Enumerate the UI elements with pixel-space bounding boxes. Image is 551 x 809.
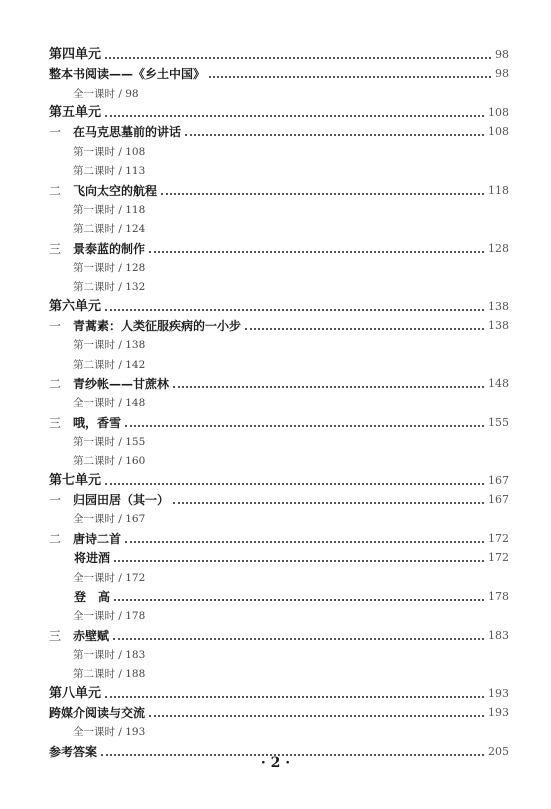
toc-section-row (49, 63, 509, 83)
lesson-page-number: 118 (125, 203, 146, 216)
lesson-title-text: 第二课时 (73, 358, 115, 371)
entry-title-text: 跨媒介阅读与交流 (49, 705, 146, 720)
section-number: 一 (49, 493, 62, 508)
section-title-text: 归园田居（其一） (73, 493, 170, 508)
section-number: 三 (49, 628, 62, 643)
entry-title-text: 第五单元 (49, 105, 102, 121)
dot-leader (149, 251, 484, 253)
toc-lesson-row (73, 83, 373, 103)
lesson-separator: / (115, 513, 126, 526)
toc-section-title (49, 375, 169, 393)
lesson-page-number: 98 (125, 87, 139, 100)
section-title-text: 在马克思墓前的讲话 (73, 125, 182, 140)
toc-unit-row (49, 683, 509, 703)
toc-section-row (49, 528, 509, 548)
lesson-page-number: 142 (125, 358, 146, 371)
page-number: 183 (488, 628, 509, 642)
lesson-separator: / (115, 726, 126, 739)
lesson-page-number: 124 (125, 223, 146, 236)
section-title-text: 青纱帐——甘蔗林 (73, 377, 170, 391)
lesson-separator: / (115, 165, 126, 178)
toc-section-row (49, 315, 509, 335)
toc-lesson-row (73, 721, 373, 741)
lesson-title-text: 第一课时 (73, 145, 115, 158)
page-number: 148 (488, 377, 509, 390)
toc-unit-title (49, 472, 101, 490)
toc-lesson-row (73, 354, 373, 374)
page-number: 155 (488, 415, 509, 429)
section-title-text: 唐诗二首 (73, 531, 122, 546)
lesson-page-number: 113 (125, 165, 146, 178)
lesson-separator: / (115, 203, 126, 216)
lesson-separator: / (115, 339, 126, 352)
lesson-title-text: 第一课时 (73, 203, 115, 216)
toc-lesson-title (73, 356, 145, 374)
lesson-page-number: 160 (125, 455, 146, 468)
page-number: · 2 · (260, 755, 291, 771)
toc-lesson-row (73, 257, 373, 277)
lesson-title-text: 全一课时 (73, 610, 115, 623)
dot-leader (173, 502, 484, 504)
lesson-title-text: 第一课时 (73, 339, 115, 352)
toc-section-title (49, 627, 109, 645)
page-number: 138 (488, 299, 509, 313)
lesson-title-text: 第一课时 (73, 261, 115, 274)
toc-lesson-title (73, 278, 145, 296)
toc-section-row (49, 412, 509, 432)
toc-lesson-row (73, 508, 373, 528)
page-number: 193 (488, 686, 509, 700)
toc-lesson-title (73, 162, 145, 180)
dot-leader (185, 134, 484, 136)
lesson-separator: / (115, 571, 126, 584)
section-title-text: 景泰蓝的制作 (73, 241, 146, 256)
section-number: 二 (49, 183, 62, 198)
toc-lesson-row (73, 392, 373, 412)
lesson-page-number: 188 (125, 668, 146, 681)
toc-lesson-title (73, 220, 145, 238)
toc-section-title (49, 530, 121, 548)
lesson-page-number: 172 (125, 571, 146, 584)
toc-lesson-row (73, 334, 373, 354)
entry-title-text: 参考答案 (49, 744, 98, 759)
toc-lesson-title (73, 646, 145, 664)
lesson-page-number: 138 (125, 339, 146, 352)
section-number: 一 (49, 318, 62, 333)
toc-lesson-row (73, 644, 373, 664)
section-title-text: 青蒿素：人类征服疾病的一小步 (73, 318, 242, 333)
lesson-separator: / (115, 145, 126, 158)
section-title-text: 飞向太空的航程 (73, 183, 158, 198)
toc-unit-title (49, 298, 101, 316)
toc-subtitle-title (49, 549, 110, 567)
toc-lesson-title (73, 143, 145, 161)
dot-leader (149, 715, 484, 717)
lesson-title-text: 全一课时 (73, 513, 115, 526)
toc-section-title (49, 123, 181, 141)
lesson-title-text: 第一课时 (73, 436, 115, 448)
dot-leader (105, 115, 484, 117)
entry-title-text: 整本书阅读——《乡土中国》 (49, 67, 206, 82)
toc-section-title (49, 414, 121, 432)
lesson-separator: / (115, 668, 126, 681)
toc-lesson-row (73, 276, 373, 296)
lesson-title-text: 第二课时 (73, 165, 115, 178)
toc-unit-row (49, 296, 509, 316)
lesson-page-number: 108 (125, 145, 146, 158)
lesson-title-text: 全一课时 (73, 87, 115, 100)
toc-lesson-title (73, 607, 145, 625)
toc-lesson-title (73, 394, 145, 412)
toc-lesson-title (73, 201, 145, 219)
toc-section-row (49, 373, 509, 393)
dot-leader (105, 483, 484, 485)
dot-leader (113, 638, 484, 640)
lesson-page-number: 167 (125, 513, 146, 526)
dot-leader (209, 76, 491, 78)
toc-section-row (49, 489, 509, 509)
lesson-page-number: 132 (125, 281, 146, 294)
toc-lesson-row (73, 160, 373, 180)
toc-section-row (49, 238, 509, 258)
dot-leader (105, 309, 484, 311)
lesson-page-number: 183 (125, 648, 146, 661)
toc-section-row (49, 121, 509, 141)
toc-lesson-row (73, 450, 373, 470)
toc-unit-row (49, 102, 509, 122)
lesson-page-number: 178 (125, 610, 146, 623)
entry-title-text: 第七单元 (49, 472, 102, 488)
section-title-text: 哦，香雪 (73, 415, 122, 430)
dot-leader (161, 193, 484, 195)
toc-unit-title (49, 104, 101, 122)
toc-section-title (49, 317, 241, 335)
page-number: 98 (495, 67, 509, 81)
toc-lesson-title (73, 336, 145, 354)
toc-lesson-row (73, 663, 373, 683)
toc-lesson-row (73, 431, 373, 451)
section-number: 二 (49, 377, 62, 391)
toc-subtitle-row (49, 547, 509, 567)
lesson-title-text: 第二课时 (73, 223, 115, 236)
lesson-separator: / (115, 610, 126, 623)
lesson-separator: / (115, 261, 126, 274)
dot-leader (114, 560, 484, 562)
page-number: 178 (488, 589, 509, 603)
toc-lesson-row (73, 605, 373, 625)
entry-title-text: 将进酒 (74, 551, 111, 566)
toc-lesson-title (73, 569, 145, 587)
toc-lesson-row (73, 218, 373, 238)
lesson-separator: / (115, 455, 126, 468)
lesson-page-number: 148 (125, 397, 146, 410)
dot-leader (105, 57, 491, 59)
toc-section-title (49, 240, 145, 258)
toc-lesson-title (73, 510, 145, 528)
section-number: 一 (49, 125, 62, 140)
lesson-title-text: 第一课时 (73, 648, 115, 661)
page-number: 108 (488, 125, 509, 139)
toc-subtitle-row (49, 586, 509, 606)
entry-title-text: 第六单元 (49, 298, 102, 314)
section-number: 三 (49, 415, 62, 430)
page-number: 167 (488, 473, 509, 487)
page-number: 98 (495, 48, 509, 61)
toc-lesson-title (73, 433, 145, 451)
entry-title-text: 登 高 (74, 589, 111, 604)
lesson-title-text: 全一课时 (73, 726, 115, 739)
toc-lesson-row (73, 567, 373, 587)
lesson-page-number: 128 (125, 261, 146, 274)
page-number: 193 (488, 705, 509, 719)
toc-lesson-title (73, 723, 145, 741)
section-number: 三 (49, 241, 62, 256)
toc-lesson-row (73, 199, 373, 219)
lesson-page-number: 193 (125, 726, 146, 739)
lesson-title-text: 第二课时 (73, 281, 115, 294)
toc-unit-row (49, 470, 509, 490)
lesson-separator: / (115, 436, 126, 448)
toc-lesson-title (73, 665, 145, 683)
lesson-separator: / (115, 281, 126, 294)
entry-title-text: 第四单元 (49, 47, 102, 62)
toc-section-title (49, 704, 145, 722)
lesson-separator: / (115, 358, 126, 371)
lesson-separator: / (115, 648, 126, 661)
toc-section-title (49, 65, 205, 83)
page-number: 118 (488, 183, 509, 197)
dot-leader (114, 599, 484, 601)
page-number: 108 (488, 106, 509, 120)
toc-lesson-title (73, 452, 145, 470)
toc-lesson-title (73, 85, 139, 103)
dot-leader (105, 696, 484, 698)
lesson-separator: / (115, 397, 126, 410)
page-number: 172 (488, 551, 509, 565)
toc-section-title (49, 491, 169, 509)
page-number: 172 (488, 531, 509, 545)
section-number: 二 (49, 531, 62, 546)
page-number: 138 (488, 318, 509, 332)
dot-leader (125, 541, 484, 543)
toc-section-row (49, 702, 509, 722)
lesson-title-text: 第二课时 (73, 668, 115, 681)
lesson-page-number: 155 (125, 436, 146, 448)
dot-leader (173, 386, 484, 388)
page-number: 167 (488, 493, 509, 507)
entry-title-text: 第八单元 (49, 685, 102, 701)
lesson-title-text: 第二课时 (73, 455, 115, 468)
dot-leader (125, 425, 484, 427)
lesson-title-text: 全一课时 (73, 397, 115, 410)
toc-section-title (49, 182, 157, 200)
toc-section-row (49, 625, 509, 645)
lesson-separator: / (115, 223, 126, 236)
toc-lesson-row (73, 141, 373, 161)
page-number: 205 (488, 744, 509, 758)
toc-unit-row (49, 44, 509, 64)
toc-subtitle-title (49, 588, 110, 606)
dot-leader (245, 328, 484, 330)
section-title-text: 赤壁赋 (73, 628, 110, 643)
lesson-separator: / (115, 87, 126, 100)
toc-lesson-title (73, 259, 145, 277)
page-number: 128 (488, 241, 509, 255)
toc-unit-title (49, 685, 101, 703)
toc-section-row (49, 180, 509, 200)
toc-unit-title (49, 46, 101, 64)
lesson-title-text: 全一课时 (73, 571, 115, 584)
